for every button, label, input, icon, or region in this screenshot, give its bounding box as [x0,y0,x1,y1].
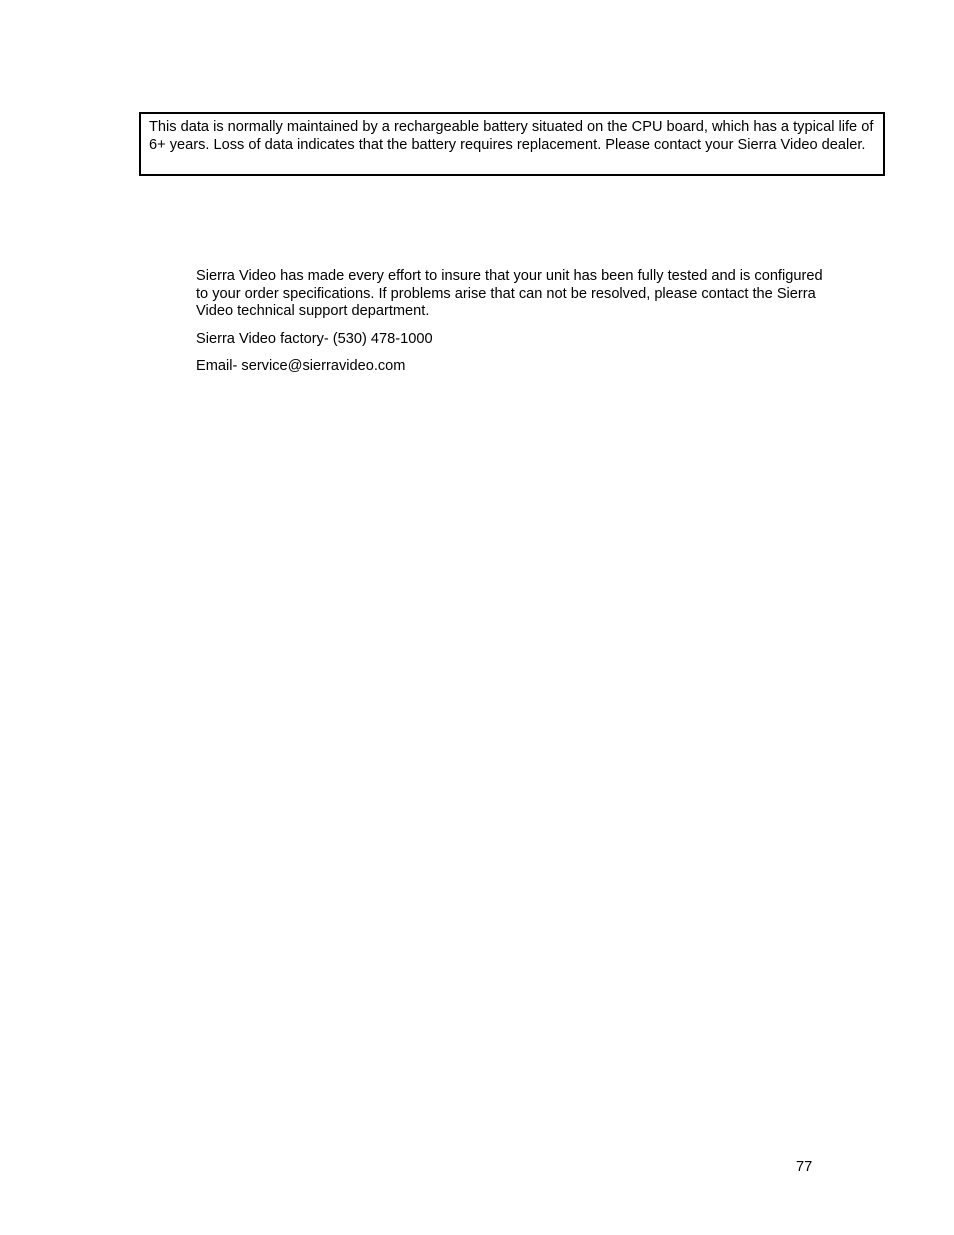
factory-phone-line: Sierra Video factory- (530) 478-1000 [196,330,433,347]
support-paragraph: Sierra Video has made every effort to insure that your unit has been fully tested and is configured to your order specifications. If problems arise that can not be resolved, please contact the Sierra Video technical support department. [196,268,823,319]
battery-note-box [139,112,885,176]
page-number: 77 [796,1159,813,1175]
technical-support-section [196,268,836,386]
battery-note-text: This data is normally maintained by a rechargeable battery situated on the CPU board, which has a typical life of 6+ years. Loss of data indicates that the battery requires replacement. Please contact your Sierra Video dealer. [149,119,874,153]
support-email-line: Email- service@sierravideo.com [196,358,406,374]
